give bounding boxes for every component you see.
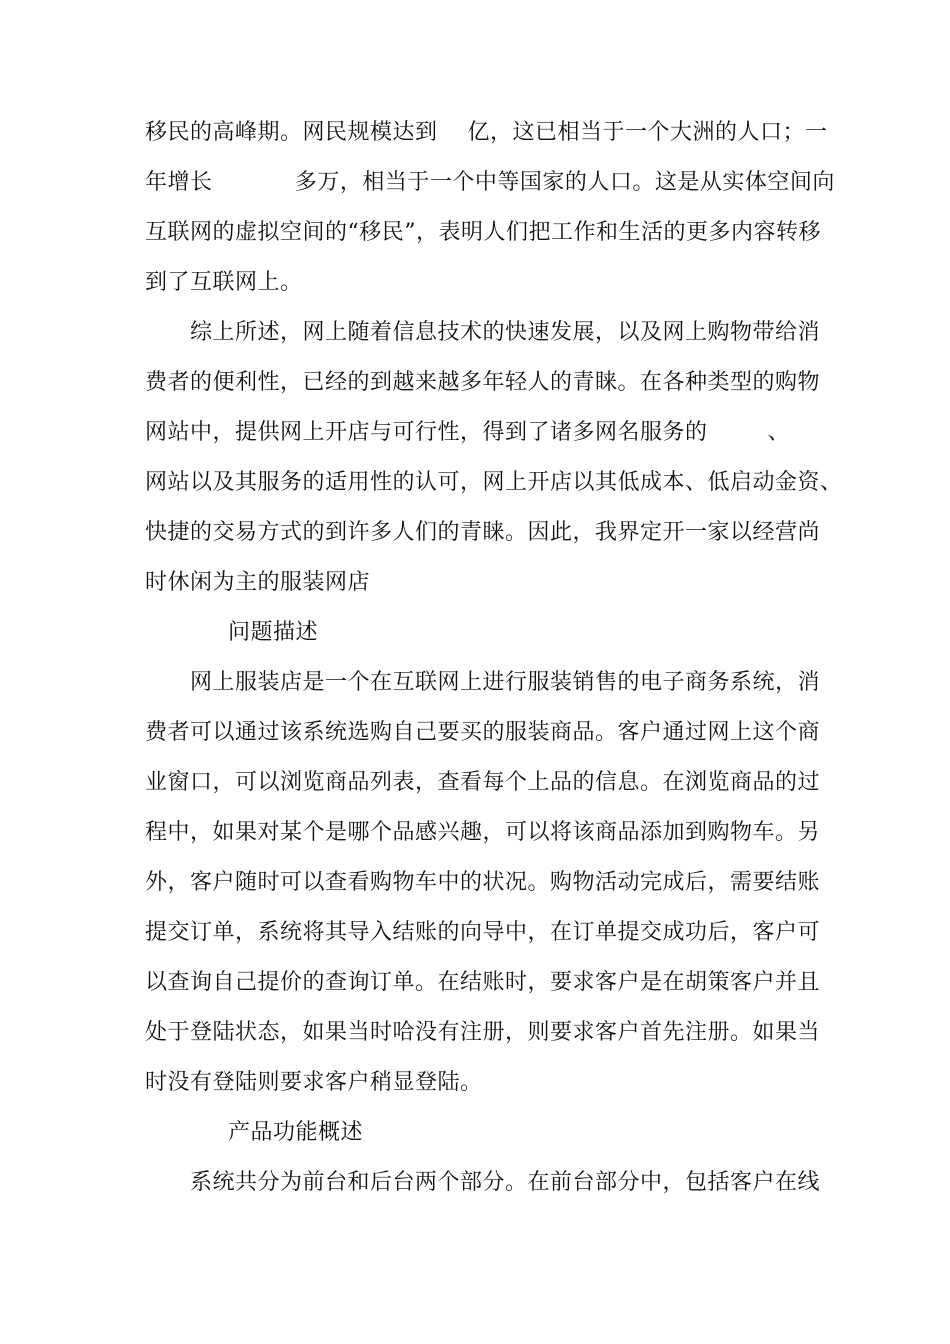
text-line: 以查询自己提价的查询订单。在结账时，要求客户是在胡策客户并且 bbox=[145, 970, 821, 995]
text-line: 网站以及其服务的适用性的认可，网上开店以其低成本、低启动金资、 bbox=[145, 470, 843, 495]
paragraph-first-line: 网上服装店是一个在互联网上进行服装销售的电子商务系统，消 bbox=[190, 670, 821, 695]
text-line: 时休闲为主的服装网店 bbox=[145, 570, 371, 595]
text-line: 移民的高峰期。网民规模达到 亿，这已相当于一个大洲的人口；一 bbox=[145, 120, 828, 145]
text-line: 程中，如果对某个是哪个品感兴趣，可以将该商品添加到购物车。另 bbox=[145, 820, 821, 845]
text-line: 网站中，提供网上开店与可行性，得到了诸多网名服务的 、 bbox=[145, 420, 790, 445]
text-line: 年增长 多万，相当于一个中等国家的人口。这是从实体空间向 bbox=[145, 170, 835, 195]
text-line: 外，客户随时可以查看购物车中的状况。购物活动完成后，需要结账 bbox=[145, 870, 821, 895]
text-line: 费者可以通过该系统选购自己要买的服装商品。客户通过网上这个商 bbox=[145, 720, 821, 745]
text-line: 费者的便利性，已经的到越来越多年轻人的青睐。在各种类型的购物 bbox=[145, 370, 821, 395]
text-line: 到了互联网上。 bbox=[145, 270, 303, 295]
text-line: 时没有登陆则要求客户稍显登陆。 bbox=[145, 1070, 483, 1095]
text-line: 业窗口，可以浏览商品列表，查看每个上品的信息。在浏览商品的过 bbox=[145, 770, 821, 795]
text-line: 互联网的虚拟空间的“移民”，表明人们把工作和生活的更多内容转移 bbox=[145, 220, 821, 245]
text-line: 处于登陆状态，如果当时哈没有注册，则要求客户首先注册。如果当 bbox=[145, 1020, 821, 1045]
text-line: 快捷的交易方式的到许多人们的青睐。因此，我界定开一家以经营尚 bbox=[145, 520, 821, 545]
paragraph-first-line: 综上所述，网上随着信息技术的快速发展，以及网上购物带给消 bbox=[190, 320, 821, 345]
section-heading-features: 产品功能概述 bbox=[228, 1120, 364, 1145]
section-heading-problem: 问题描述 bbox=[228, 620, 319, 645]
text-line: 提交订单，系统将其导入结账的向导中，在订单提交成功后，客户可 bbox=[145, 920, 821, 945]
paragraph-first-line: 系统共分为前台和后台两个部分。在前台部分中，包括客户在线 bbox=[190, 1170, 821, 1195]
